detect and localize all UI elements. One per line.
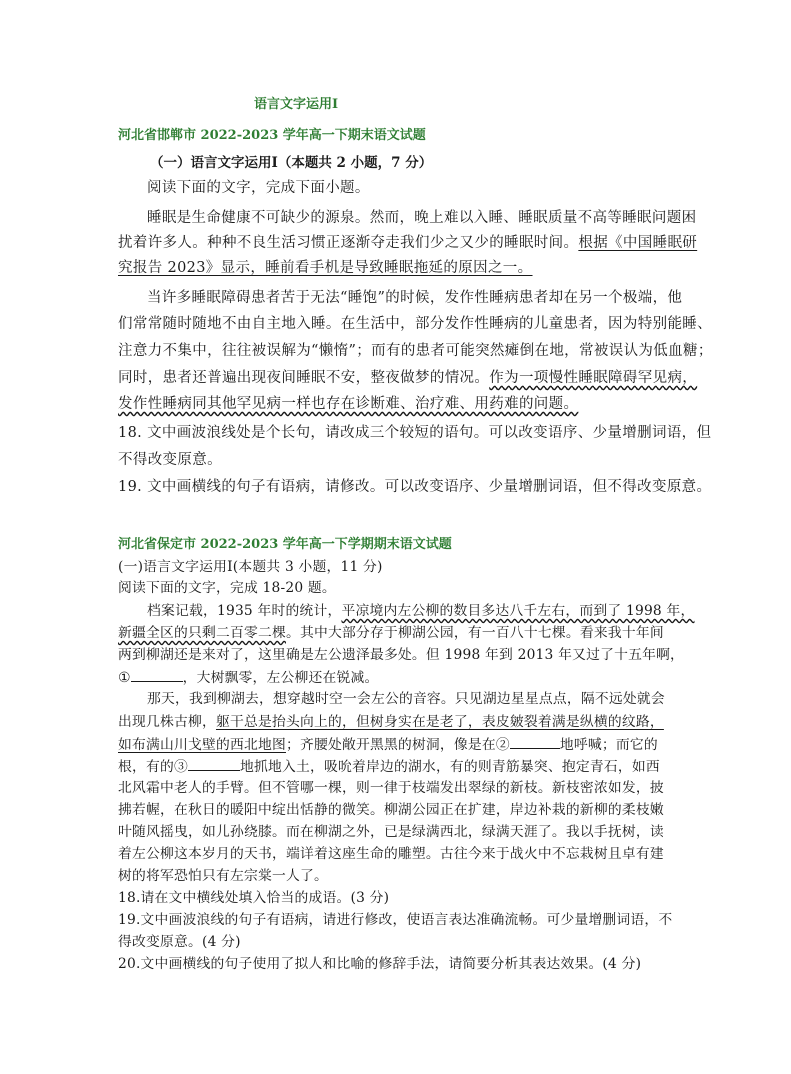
s2-para2-line5: 北风霜中老人的手臂。但不管哪一棵，则一律于枝端发出翠绿的新枝。新枝密浓如发，披 <box>118 780 664 796</box>
s2-para2-line6: 拂若幄，在秋日的暖阳中绽出恬静的微笑。柳湖公园正在扩建，岸边补栽的新柳的柔枝嫩 <box>118 802 664 818</box>
text-span: 扰着许多人。种种不良生活习惯正逐渐夺走我们少之又少的睡眠时间。 <box>118 235 579 251</box>
section2-heading: 河北省保定市 2022-2023 学年高一下学期期末语文试题 <box>118 537 452 552</box>
section1-heading: 河北省邯郸市 2022-2023 学年高一下期末语文试题 <box>118 128 426 143</box>
underlined-sentence: 躯干总是抬头向上的，但树身实在是老了，表皮皴裂着满是纵横的纹路， <box>215 714 664 730</box>
text-span: 出现几株古柳， <box>118 714 216 730</box>
s2-para1-line3: 两到柳湖还是来对了，这里确是左公遗泽最多处。但 1998 年到 2013 年又过了十五年啊， <box>118 647 685 663</box>
s1-para2-line5 <box>118 392 678 416</box>
s1-para1-line3 <box>118 256 678 280</box>
blank-marker-1: ① <box>118 670 131 686</box>
fill-blank-2[interactable] <box>510 734 560 749</box>
text-span: 地抓地入土，吸吮着岸边的湖水，有的则青筋暴突、抱定青石，如西 <box>239 759 660 775</box>
text-span: 地呼喊；而它的 <box>559 737 658 753</box>
s2-question18: 18.请在文中横线处填入恰当的成语。(3 分) <box>118 890 390 906</box>
wavy-underlined-sentence: 平凉境内左公柳的数目多达八千左右，而到了 1998 年， <box>341 603 695 619</box>
s2-question19-line1: 19.文中画波浪线的句子有语病，请进行修改，使语言表达准确流畅。可少量增删词语，不 <box>118 912 673 928</box>
s2-para2-line1: 那天，我到柳湖去，想穿越时空一会左公的音容。只见湖边星星点点，隔不远处就会 <box>147 691 665 707</box>
fill-blank-3[interactable] <box>188 756 240 771</box>
text-span: 根，有的③ <box>118 759 188 775</box>
s2-para1-line1 <box>118 601 707 623</box>
s2-para2-line9: 树的将军恐怕只有左宗棠一人了。 <box>118 868 328 884</box>
s2-para2-line7: 叶随风摇曳，如儿孙绕膝。而在柳湖之外，已是绿满西北，绿满天涯了。我以手抚树，读 <box>118 824 664 840</box>
section1-part: （一）语言文字运用Ⅰ（本题共 2 小题，7 分） <box>150 155 433 171</box>
s2-para1-line4 <box>118 667 678 690</box>
s1-question18-line2: 不得改变原意。 <box>118 452 222 468</box>
text-span: ，大树飘零，左公柳还在锐减。 <box>182 670 379 686</box>
section2-instruction: 阅读下面的文字，完成 18-20 题。 <box>118 580 336 596</box>
wavy-underlined-sentence: 作为一项慢性睡眠障碍罕见病， <box>489 370 698 386</box>
underlined-sentence: 究报告 2023》显示，睡前看手机是导致睡眠拖延的原因之一。 <box>118 260 533 276</box>
section2-part: (一)语言文字运用Ⅰ(本题共 3 小题，11 分) <box>118 559 383 575</box>
s2-para2-line4 <box>118 756 678 779</box>
s1-para2-line2: 们常常随时随地不由自主地入睡。在生活中，部分发作性睡病的儿童患者，因为特别能睡、 <box>118 316 712 332</box>
s1-para2-line4 <box>118 366 698 390</box>
doc-title: 语言文字运用Ⅰ <box>254 97 339 112</box>
text-span: 同时，患者还普遍出现夜间睡眠不安，整夜做梦的情况。 <box>118 370 490 386</box>
text-span: 。其中大部分存于柳湖公园，有一百八十七棵。看来我十年间 <box>285 625 664 641</box>
s1-question18-line1: 18. 文中画波浪线处是个长句，请改成三个较短的语句。可以改变语序、少量增删词语，但 <box>118 425 712 441</box>
s1-para2-line1: 当许多睡眠障碍患者苦于无法“睡饱”的时候，发作性睡病患者却在另一个极端，他 <box>147 290 683 306</box>
section1-instruction: 阅读下面的文字，完成下面小题。 <box>147 180 370 196</box>
wavy-underlined-sentence: 新疆全区的只剩二百零二棵 <box>118 625 286 641</box>
s2-question19-line2: 得改变原意。(4 分) <box>118 934 241 950</box>
text-span: 档案记载，1935 年时的统计， <box>147 603 342 619</box>
fill-blank-1[interactable] <box>131 667 183 682</box>
s1-para1-line2 <box>118 231 698 255</box>
s2-para2-line3 <box>118 734 678 757</box>
s2-question20: 20.文中画横线的句子使用了拟人和比喻的修辞手法，请简要分析其表达效果。(4 分) <box>118 956 642 972</box>
s2-para2-line2 <box>118 712 678 734</box>
s2-para2-line8: 着左公柳这本岁月的天书，端详着这座生命的雕塑。古往今来于战火中不忘栽树且卓有建 <box>118 846 664 862</box>
s1-para2-line3: 注意力不集中，往往被误解为“懒惰”；而有的患者可能突然瘫倒在地，常被误认为低血糖； <box>118 343 713 359</box>
s2-para1-line2 <box>118 623 678 645</box>
s1-para1-line1: 睡眠是生命健康不可缺少的源泉。然而，晚上难以入睡、睡眠质量不高等睡眠问题困 <box>147 210 697 226</box>
text-span: ；齐腰处敞开黑黑的树洞，像是在② <box>285 737 510 753</box>
underlined-sentence: 根据《中国睡眠研 <box>578 235 698 251</box>
underlined-sentence: 如布满山川戈壁的西北地图 <box>118 737 286 753</box>
s1-question19: 19. 文中画横线的句子有语病，请修改。可以改变语序、少量增删词语，但不得改变原意。 <box>118 479 712 495</box>
wavy-underlined-sentence: 发作性睡病同其他罕见病一样也存在诊断难、治疗难、用药难的问题。 <box>118 396 579 412</box>
